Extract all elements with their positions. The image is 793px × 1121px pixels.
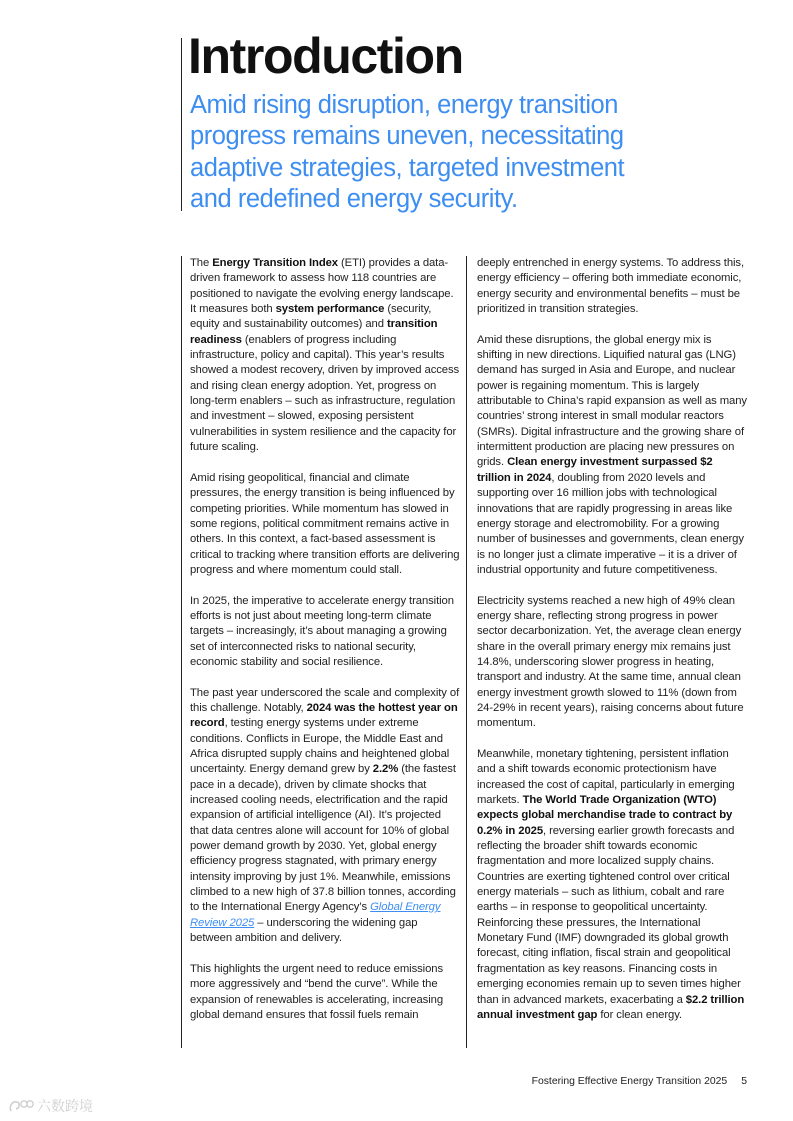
page-number: 5: [741, 1076, 747, 1087]
text-span: (the fastest pace in a decade), driven by climate shocks that increased cooling needs, electrification and the rapid expansion of artificial intelligence (AI). It’s projected that data centres alone will account for 10% of global power demand growth by 2030. Yet, global energy efficiency progress stagnated, with primary energy intensity improving by just 1%. Meanwhile, emissions climbed to a new high of 37.8 billion tonnes, according to the International Energy Agency’s: [190, 763, 456, 914]
title-vertical-rule: [181, 38, 182, 211]
footer-publication-title: Fostering Effective Energy Transition 2025: [531, 1076, 728, 1087]
watermark: [8, 1096, 93, 1116]
right-column-rule: [466, 256, 467, 1048]
paragraph: In 2025, the imperative to accelerate energy transition efforts is not just about meeting long-term climate targets – increasingly, it’s about managing a growing set of interconnected risks to national security, economic stability and social resilience.: [190, 594, 454, 668]
bold-text: $2.2 trillion annual investment gap: [477, 993, 745, 1021]
text-span: – underscoring the widening gap between ambition and delivery.: [190, 916, 418, 945]
page-footer: [532, 1076, 747, 1087]
bold-text: 2024 was the hottest year on record: [190, 701, 458, 730]
paragraph: [190, 256, 462, 455]
page-subtitle: Amid rising disruption, energy transition progress remains uneven, necessitating adaptive strategies, targeted investment and redefined energy security.: [190, 91, 625, 214]
bold-text: Clean energy investment surpassed $2 trillion in 2024: [477, 456, 713, 484]
left-column: [190, 256, 462, 1023]
paragraph: [190, 686, 462, 947]
text-span: , doubling from 2020 levels and supporting over 16 million jobs with technological innovations that are rapidly progressing in areas like energy storage and electromobility. For a growing number of businesses and governments, clean energy is no longer just a climate imperative – it is a driver of industrial opportunity and future competitiveness.: [477, 471, 744, 576]
text-span: (security, equity and sustainability outcomes) and: [190, 303, 432, 331]
text-span: , reversing earlier growth forecasts and reflecting the broader shift towards economic fragmentation and more localized supply chains. Countries are exerting tightened control over critical energy materials – such as lithium, cobalt and rare earths – in response to geopolitical uncertainty. Reinforcing these pressures, the International Monetary Fund (IMF) downgraded its global growth forecast, citing inflation, fiscal strain and geopolitical fragmentation as key reasons. Financing costs in emerging economies remain up to seven times higher than in advanced markets, exacerbating a: [477, 824, 741, 1006]
bold-text: 2.2%: [372, 763, 399, 776]
watermark-text: 六数跨境: [37, 1098, 93, 1114]
text-span: (enablers of progress including infrastructure, policy and capital). This year’s results showed a modest recovery, driven by improved access and rising clean energy adoption. Yet, progress on long-term enablers – such as infrastructure, regulation and investment – slowed, exposing persistent vulnerabilities in system resilience and the capacity for future scaling.: [190, 333, 460, 454]
left-column-rule: [181, 256, 182, 1048]
text-span: The: [190, 257, 213, 269]
text-span: Meanwhile, monetary tightening, persistent inflation and a shift towards economic protectionism have increased the cost of capital, particularly in emerging markets.: [477, 748, 735, 807]
paragraph: This highlights the urgent need to reduce emissions more aggressively and “bend the curve”. While the expansion of renewables is accelerating, increasing global demand ensures that fossil fuels remain: [190, 962, 443, 1021]
paragraph: deeply entrenched in energy systems. To address this, energy efficiency – offering both immediate economic, energy security and environmental benefits – must be prioritized in transition strategies.: [477, 257, 745, 316]
text-span: , testing energy systems under extreme conditions. Conflicts in Europe, the Middle East and Africa disrupted supply chains and heightened global uncertainty. Energy demand grew by: [190, 717, 450, 776]
page-title: Introduction: [188, 28, 463, 84]
text-span: (ETI) provides a data-driven framework to assess how 118 countries are positioned to navigate the evolving energy landscape. It measures both: [190, 257, 454, 316]
text-span: Amid these disruptions, the global energy mix is shifting in new directions. Liquified natural gas (LNG) demand has surged in Asia and Europe, and nuclear power is regaining momentum. This is largely attributable to China’s rapid expansion as well as many countries’ strong interest in small modular reactors (SMRs). Digital infrastructure and the growing share of intermittent production are placing new pressures on grids.: [477, 333, 747, 469]
paragraph: [477, 747, 747, 1023]
right-column: [477, 256, 747, 1023]
text-span: for clean energy.: [597, 1008, 682, 1021]
paragraph: Amid rising geopolitical, financial and climate pressures, the energy transition is being influenced by competing priorities. While momentum has slowed in some regions, political commitment remains active in others. In this context, a fact-based assessment is critical to tracking where transition efforts are delivering progress and where momentum could stall.: [190, 471, 460, 576]
bold-text: The World Trade Organization (WTO) expects global merchandise trade to contract by 0.2% in 2025: [477, 794, 733, 837]
bold-text: system performance: [275, 303, 385, 316]
bold-text: Energy Transition Index: [212, 257, 338, 269]
paragraph: Electricity systems reached a new high of 49% clean energy share, reflecting strong progress in power sector decarbonization. Yet, the average clean energy share in the overall primary energy mix remains just 14.8%, underscoring slower progress in heating, transport and industry. At the same time, annual clean energy investment growth slowed to 11% (down from 24-29% in recent years), raising concerns about future momentum.: [477, 594, 744, 730]
bold-text: transition readiness: [190, 318, 438, 346]
paragraph: [477, 333, 747, 579]
global-energy-review-link[interactable]: Global Energy Review 2025: [190, 901, 441, 929]
watermark-logo-icon: [8, 1097, 34, 1115]
text-span: The past year underscored the scale and complexity of this challenge. Notably,: [190, 686, 460, 714]
